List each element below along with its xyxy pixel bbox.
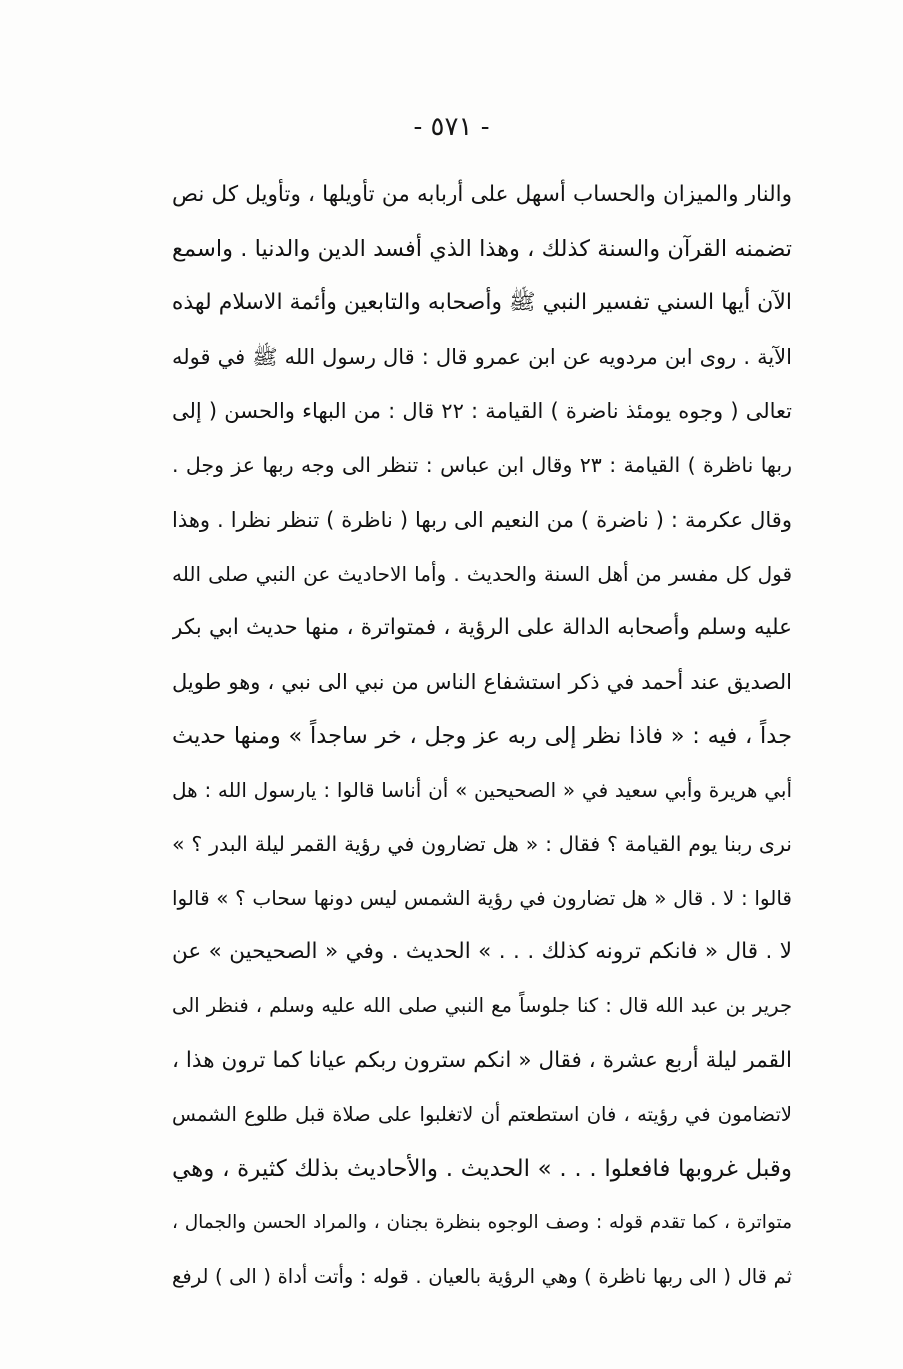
text-line: قول كل مفسر من أهل السنة والحديث . وأما الاحاديث عن النبي صلى الله	[172, 561, 792, 586]
text-line: لاتضامون في رؤيته ، فان استطعتم أن لاتغلبوا على صلاة قبل طلوع الشمس	[172, 1102, 792, 1126]
text-line: وقال عكرمة : ( ناضرة ) من النعيم الى ربها ( ناظرة ) تنظر نظرا . وهذا	[172, 507, 792, 532]
text-line: لا . قال « فانكم ترونه كذلك . . . » الحديث . وفي « الصحيحين » عن	[172, 939, 792, 965]
body-text	[172, 168, 792, 1304]
text-line: ثم قال ( الى ربها ناظرة ) وهي الرؤية بالعيان . قوله : وأتت أداة ( الى ) لرفع	[172, 1264, 792, 1288]
text-line: والنار والميزان والحساب أسهل على أربابه من تأويلها ، وتأويل كل نص	[172, 182, 792, 207]
text-line: الصديق عند أحمد في ذكر استشفاع الناس من نبي الى نبي ، وهو طويل	[172, 669, 792, 694]
text-line: القمر ليلة أربع عشرة ، فقال « انكم سترون ربكم عيانا كما ترون هذا ،	[172, 1047, 792, 1073]
page-number: - ٥٧١ -	[413, 112, 490, 142]
text-line: قالوا : لا . قال « هل تضارون في رؤية الشمس ليس دونها سحاب ؟ » قالوا	[172, 886, 792, 911]
text-line: تضمنه القرآن والسنة كذلك ، وهذا الذي أفسد الدين والدنيا . واسمع	[172, 236, 792, 263]
text-line: ربها ناظرة ) القيامة : ٢٣ وقال ابن عباس : تنظر الى وجه ربها عز وجل .	[172, 453, 792, 478]
text-line: أبي هريرة وأبي سعيد في « الصحيحين » أن أناسا قالوا : يارسول الله : هل	[172, 778, 792, 803]
text-line: الآية . روى ابن مردويه عن ابن عمرو قال : قال رسول الله ﷺ في قوله	[172, 345, 792, 370]
text-line: متواترة ، كما تقدم قوله : وصف الوجوه بنظرة بجنان ، والمراد الحسن والجمال ،	[172, 1211, 792, 1233]
text-line: جرير بن عبد الله قال : كنا جلوساً مع النبي صلى الله عليه وسلم ، فنظر الى	[172, 994, 792, 1018]
text-line: وقبل غروبها فافعلوا . . . » الحديث . والأحاديث بذلك كثيرة ، وهي	[172, 1155, 792, 1182]
text-line: الآن أيها السني تفسير النبي ﷺ وأصحابه والتابعين وأئمة الاسلام لهذه	[172, 290, 792, 316]
text-line: جداً ، فيه : « فاذا نظر إلى ربه عز وجل ، خر ساجداً » ومنها حديث	[172, 722, 792, 749]
text-line: تعالى ( وجوه يومئذ ناضرة ) القيامة : ٢٢ قال : من البهاء والحسن ( إلى	[172, 399, 792, 424]
text-line: عليه وسلم وأصحابه الدالة على الرؤية ، فمتواترة ، منها حديث ابي بكر	[172, 614, 792, 640]
text-line: نرى ربنا يوم القيامة ؟ فقال : « هل تضارون في رؤية القمر ليلة البدر ؟ »	[172, 832, 792, 857]
